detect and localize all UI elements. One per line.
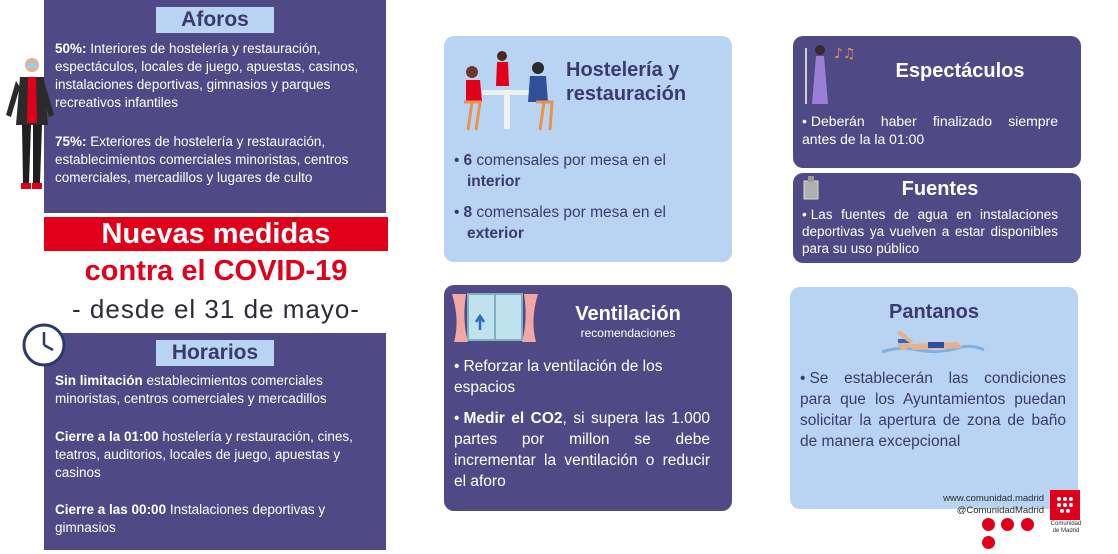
- aforos-title: Aforos: [156, 7, 274, 33]
- youtube-icon[interactable]: [982, 536, 995, 549]
- ventilacion-subtitle: recomendaciones: [580, 326, 676, 340]
- social-icons: [982, 518, 1044, 532]
- bullet-dot-icon: •: [454, 358, 460, 375]
- logo-text-line2: de Madrid: [1052, 528, 1080, 534]
- swimmer-illustration: [878, 328, 988, 362]
- horarios-item-3: [55, 501, 375, 537]
- hosteleria-b1-bold: interior: [467, 173, 521, 190]
- hosteleria-bullet-1: [454, 150, 724, 192]
- footer-handle[interactable]: @ComunidadMadrid: [956, 505, 1044, 516]
- pantanos-title: Pantanos: [888, 301, 980, 323]
- fuentes-bullet-1: [802, 206, 1058, 257]
- singer-illustration: [802, 42, 856, 106]
- headline-line2: contra el COVID-19: [84, 255, 348, 287]
- logo-text: [1048, 521, 1084, 535]
- hosteleria-title: [566, 58, 726, 106]
- bullet-dot-icon: •: [802, 207, 807, 222]
- horarios-item-2-label: Cierre a la 01:00: [55, 429, 159, 444]
- instagram-icon[interactable]: [1021, 518, 1034, 531]
- clock-icon: [22, 323, 66, 367]
- restaurant-table-illustration: [458, 46, 558, 132]
- pantanos-bullet-1: [800, 368, 1066, 452]
- fuentes-b1-text: Las fuentes de agua en instalaciones deportivas ya vuelven a estar disponibles para su uso público: [802, 207, 1058, 256]
- bullet-dot-icon: •: [800, 370, 806, 387]
- horarios-item-1-label: Sin limitación: [55, 373, 143, 388]
- stars-icon: [1050, 490, 1080, 520]
- hosteleria-title-line2: restauración: [566, 83, 687, 105]
- ventilacion-bullet-2: [454, 408, 710, 492]
- horarios-item-2-desc: hostelería y restauración, cines, teatros, auditorios, locales de juego, apuestas y casinos: [55, 429, 353, 480]
- ventilacion-bullet-1: [454, 356, 710, 398]
- ventilacion-b2-text: , si supera las 1.000 partes por millon se debe incrementar la ventilación o reducir el aforo: [454, 410, 710, 490]
- hosteleria-title-line1: Hostelería y: [566, 59, 680, 81]
- bullet-dot-icon: •: [802, 113, 807, 129]
- fountain-icon: [800, 175, 822, 201]
- horarios-item-2: [55, 428, 375, 482]
- fuentes-title: Fuentes: [901, 178, 979, 200]
- ventilacion-title: Ventilación: [575, 303, 681, 325]
- headline-line3: - desde el 31 de mayo-: [72, 294, 360, 324]
- hosteleria-b2-text: comensales por mesa en el: [472, 204, 666, 221]
- horarios-item-1: [55, 372, 375, 408]
- horarios-title: Horarios: [156, 340, 274, 366]
- aforos-text-50: [55, 40, 375, 112]
- hosteleria-b1-text: comensales por mesa en el: [472, 152, 666, 169]
- espectaculos-title: Espectáculos: [895, 60, 1025, 82]
- horarios-item-3-label: Cierre a las 00:00: [55, 502, 167, 517]
- bullet-dot-icon: •: [454, 152, 460, 169]
- headline-line1: Nuevas medidas: [101, 218, 331, 250]
- twitter-icon[interactable]: [1001, 518, 1014, 531]
- logo-text-line1: Comunidad: [1050, 521, 1082, 527]
- pantanos-b1-text: Se establecerán las condiciones para que los Ayuntamientos puedan solicitar la apertura de zona de baño de manera excepcional: [800, 370, 1066, 450]
- espectaculos-b1-text: Deberán haber finalizado siempre antes de la la 01:00: [802, 113, 1058, 147]
- aforos-75-label: 75%:: [55, 134, 87, 149]
- bullet-dot-icon: •: [454, 204, 460, 221]
- man-illustration: [2, 55, 58, 195]
- hosteleria-bullet-2: [454, 202, 724, 244]
- hosteleria-b1-num: 6: [463, 152, 473, 169]
- horarios-item-3-desc: Instalaciones deportivas y gimnasios: [55, 502, 326, 535]
- aforos-50-desc: Interiores de hostelería y restauración, espectáculos, locales de juego, apuestas, casinos, instalaciones deportivas, gimnasios y parques recreativos infantiles: [55, 41, 359, 110]
- window-illustration: [450, 290, 540, 344]
- svg-text:♪♫: ♪♫: [834, 46, 856, 62]
- ventilacion-b2-bold: Medir el CO2: [463, 410, 563, 427]
- facebook-icon[interactable]: [982, 518, 995, 531]
- bullet-dot-icon: •: [454, 410, 460, 427]
- espectaculos-bullet-1: [802, 112, 1058, 148]
- aforos-text-75: [55, 133, 375, 187]
- ventilacion-b1-text: Reforzar la ventilación de los espacios: [454, 358, 663, 396]
- aforos-75-desc: Exteriores de hostelería y restauración, establecimientos comerciales minoristas, centros comerciales, mercadillos y lugares de culto: [55, 134, 349, 185]
- horarios-item-1-desc: establecimientos comerciales minoristas, centros comerciales y mercadillos: [55, 373, 327, 406]
- footer-web[interactable]: www.comunidad.madrid: [943, 493, 1044, 504]
- hosteleria-b2-num: 8: [463, 204, 473, 221]
- hosteleria-b2-bold: exterior: [467, 225, 524, 242]
- aforos-50-label: 50%:: [55, 41, 87, 56]
- comunidad-madrid-logo: [1050, 490, 1080, 520]
